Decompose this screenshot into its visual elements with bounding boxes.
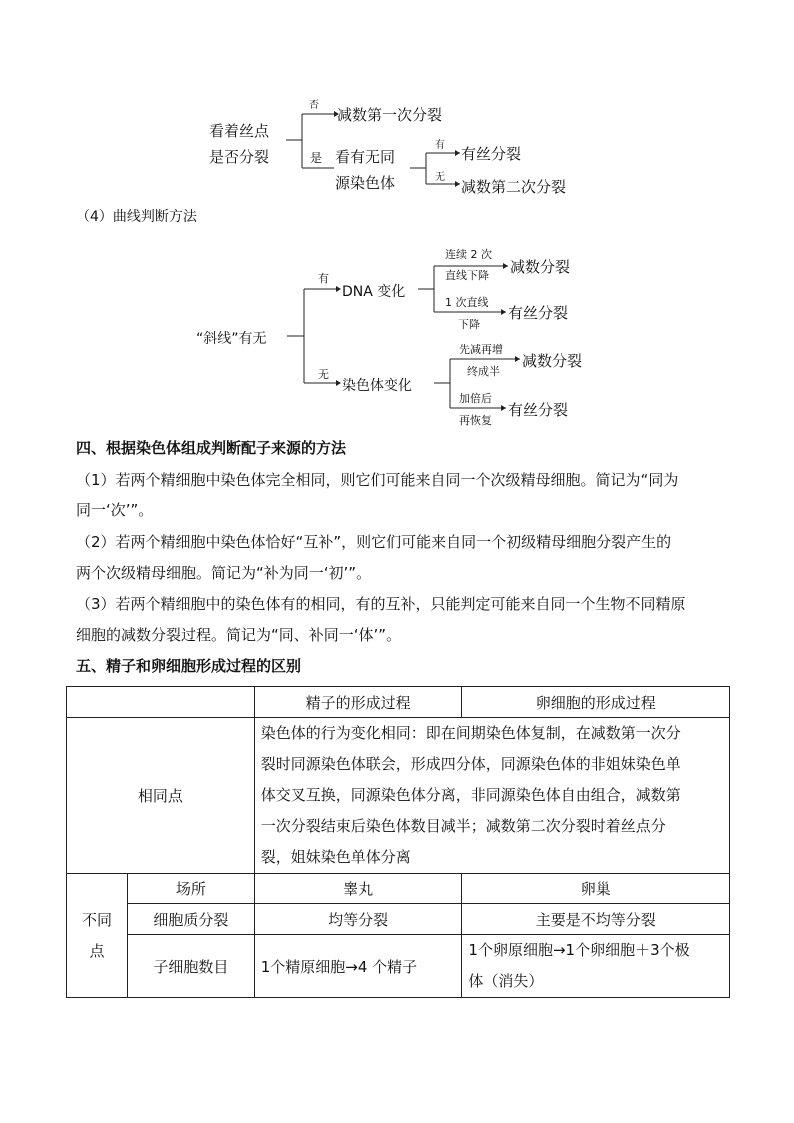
diagram2-dna-result2: 有丝分裂 (508, 304, 569, 322)
arrow-head (455, 181, 460, 187)
diagram2-chr-result1: 减数分裂 (522, 352, 583, 370)
cyto-egg: 主要是不均等分裂 (462, 904, 730, 935)
diagram2-chr-cond2-line1: 加倍后 (459, 392, 492, 405)
cyto-sperm: 均等分裂 (254, 904, 462, 935)
count-egg-line: 体（消失） (468, 972, 544, 990)
same-line: 一次分裂结束后染色体数目减半；减数第二次分裂时着丝点分 (260, 817, 666, 835)
count-sperm: 1个精原细胞→4 个精子 (254, 935, 462, 998)
section-four-p2-line1: （2）若两个精细胞中染色体恰好“互补”，则它们可能来自同一个初级精母细胞分裂产生的 (76, 533, 672, 551)
same-line: 裂时同源染色体联会，形成四分体，同源染色体的非姐妹染色单 (260, 755, 681, 773)
diagram1-root-line1: 看着丝点 (209, 122, 270, 140)
row-place-label: 场所 (127, 874, 254, 904)
same-line: 裂，姐妹染色单体分离 (260, 848, 411, 866)
section-four-title: 四、根据染色体组成判断配子来源的方法 (76, 439, 347, 457)
diagram1-mid-line1: 看有无同 (335, 148, 396, 166)
diff-label-line: 点 (89, 941, 105, 960)
diagram1-sub-yes-label: 有 (435, 140, 445, 151)
diagram1-yes-label: 是 (310, 151, 323, 165)
arrow-head (501, 405, 506, 411)
diagram1-sub-yes-result: 有丝分裂 (461, 145, 522, 163)
section-four-p2-line2: 两个次级精母细胞。简记为“补为同一‘初’”。 (76, 564, 372, 582)
count-egg (462, 935, 730, 998)
diagram2-no-label: 无 (318, 368, 329, 381)
row-cyto-label: 细胞质分裂 (127, 904, 254, 935)
diff-label (67, 874, 128, 998)
diagram2-chr-cond1-line1: 先减再增 (459, 343, 503, 356)
section4-heading: （4）曲线判断方法 (76, 209, 197, 225)
diff-label-line: 不同 (81, 910, 112, 929)
table-row-count (67, 935, 730, 998)
place-sperm: 睾丸 (254, 874, 462, 904)
row-count-label: 子细胞数目 (127, 935, 254, 998)
diagram1-no-result: 减数第一次分裂 (337, 106, 443, 124)
table-row-same (67, 718, 730, 874)
diagram2-chr-result2: 有丝分裂 (508, 401, 569, 419)
diagram2-dna-cond2-line2: 下降 (458, 318, 480, 331)
diagram2-chr-node: 染色体变化 (342, 378, 412, 394)
diagram1-no-label: 否 (309, 100, 319, 111)
header-sperm: 精子的形成过程 (254, 687, 462, 718)
table-header-row (67, 687, 730, 718)
arrow-head (336, 286, 341, 292)
diagram2-dna-cond1-line1: 连续 2 次 (445, 248, 492, 261)
table-header-empty (67, 687, 255, 718)
section-four-p1-line1: （1）若两个精细胞中染色体完全相同，则它们可能来自同一个次级精母细胞。简记为“同为 (76, 471, 679, 489)
arrow-head (336, 380, 341, 386)
diagram1-mid-line2: 源染色体 (335, 174, 396, 192)
diagram2-dna-cond2-line1: 1 次直线 (445, 296, 489, 309)
diagram2-chr-cond1-line2: 终成半 (467, 365, 500, 378)
table-row-place (67, 874, 730, 904)
arrow-head (515, 356, 520, 362)
comparison-table (66, 686, 730, 998)
section-four-p3-line1: （3）若两个精细胞中的染色体有的相同，有的互补，只能判定可能来自同一个生物不同精原 (76, 595, 686, 613)
section-four-p1-line2: 同一‘次’”。 (76, 501, 154, 519)
diagram2-root: “斜线”有无 (196, 331, 267, 347)
same-label: 相同点 (67, 718, 255, 874)
diagram1-sub-no-result: 减数第二次分裂 (461, 178, 567, 196)
arrow-head (503, 263, 508, 269)
section-four-p3-line2: 细胞的减数分裂过程。简记为“同、补同一‘体’”。 (76, 626, 402, 644)
header-egg: 卵细胞的形成过程 (462, 687, 730, 718)
same-line: 体交叉互换，同源染色体分离，非同源染色体自由组合，减数第 (260, 786, 681, 804)
same-content (254, 718, 729, 874)
arrow-head (501, 309, 506, 315)
same-line: 染色体的行为变化相同：即在间期染色体复制，在减数第一次分 (260, 724, 681, 742)
diagram2-dna-cond1-line2: 直线下降 (445, 269, 489, 282)
diagram1-root-line2: 是否分裂 (209, 148, 270, 166)
diagram2-chr-cond2-line2: 再恢复 (459, 414, 492, 427)
arrow-head (455, 150, 460, 156)
table-row-cyto (67, 904, 730, 935)
place-egg: 卵巢 (462, 874, 730, 904)
section-five-title: 五、精子和卵细胞形成过程的区别 (76, 657, 302, 675)
diagram1-sub-no-label: 无 (435, 172, 445, 183)
count-egg-line: 1个卵原细胞→1个卵细胞＋3个极 (468, 941, 690, 959)
diagram2-dna-node: DNA 变化 (342, 284, 406, 300)
diagram2-dna-result1: 减数分裂 (510, 258, 571, 276)
diagram2-yes-label: 有 (318, 272, 329, 285)
